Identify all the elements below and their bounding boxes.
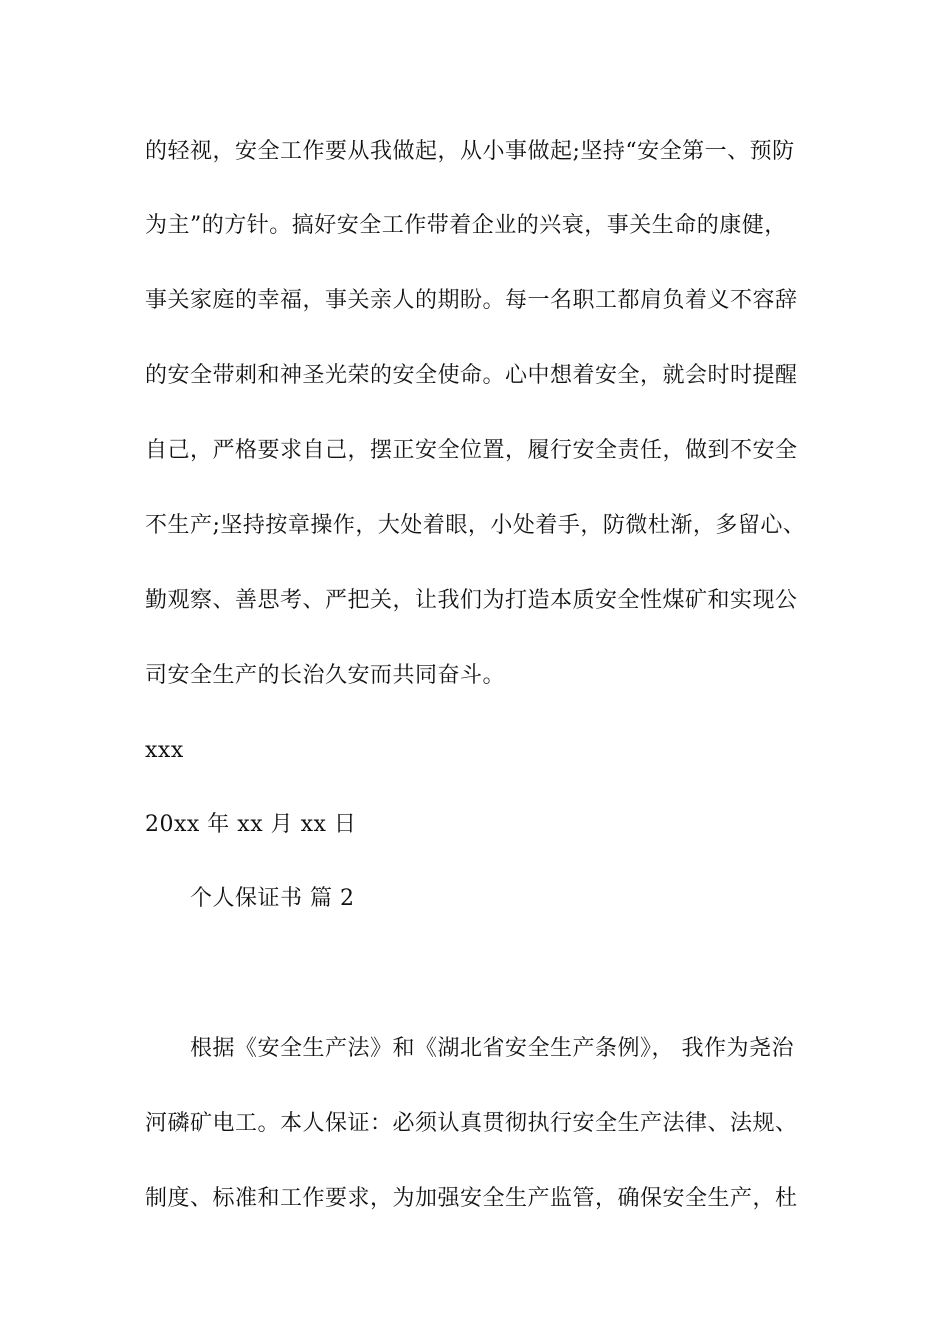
paragraph-line: 河磷矿电工。本人保证：必须认真贯彻执行安全生产法律、法规、 xyxy=(145,1111,798,1136)
date: 20xx 年 xx 月 xx 日 xyxy=(145,812,357,837)
paragraph-line: 不生产;坚持按章操作，大处着眼，小处着手，防微杜渐，多留心、 xyxy=(145,513,806,538)
paragraph-line: 的轻视，安全工作要从我做起，从小事做起;坚持“安全第一、预防 xyxy=(145,139,795,164)
paragraph-line: 事关家庭的幸福，事关亲人的期盼。每一名职工都肩负着义不容辞 xyxy=(145,288,798,313)
paragraph-line: 司安全生产的长治久安而共同奋斗。 xyxy=(145,663,506,688)
paragraph-line: 制度、标准和工作要求，为加强安全生产监管，确保安全生产，杜 xyxy=(145,1186,798,1211)
paragraph-line: 勤观察、善思考、严把关，让我们为打造本质安全性煤矿和实现公 xyxy=(145,588,798,613)
section-title: 个人保证书 篇 2 xyxy=(190,886,355,911)
paragraph-line: 自己，严格要求自己，摆正安全位置，履行安全责任，做到不安全 xyxy=(145,438,798,463)
paragraph-line: 为主”的方针。搞好安全工作带着企业的兴衰，事关生命的康健， xyxy=(145,213,787,238)
signature: xxx xyxy=(145,738,184,763)
paragraph-line: 的安全带刺和神圣光荣的安全使命。心中想着安全，就会时时提醒 xyxy=(145,363,798,388)
paragraph-line: 根据《安全生产法》和《湖北省安全生产条例》， 我作为尧治 xyxy=(190,1036,794,1061)
